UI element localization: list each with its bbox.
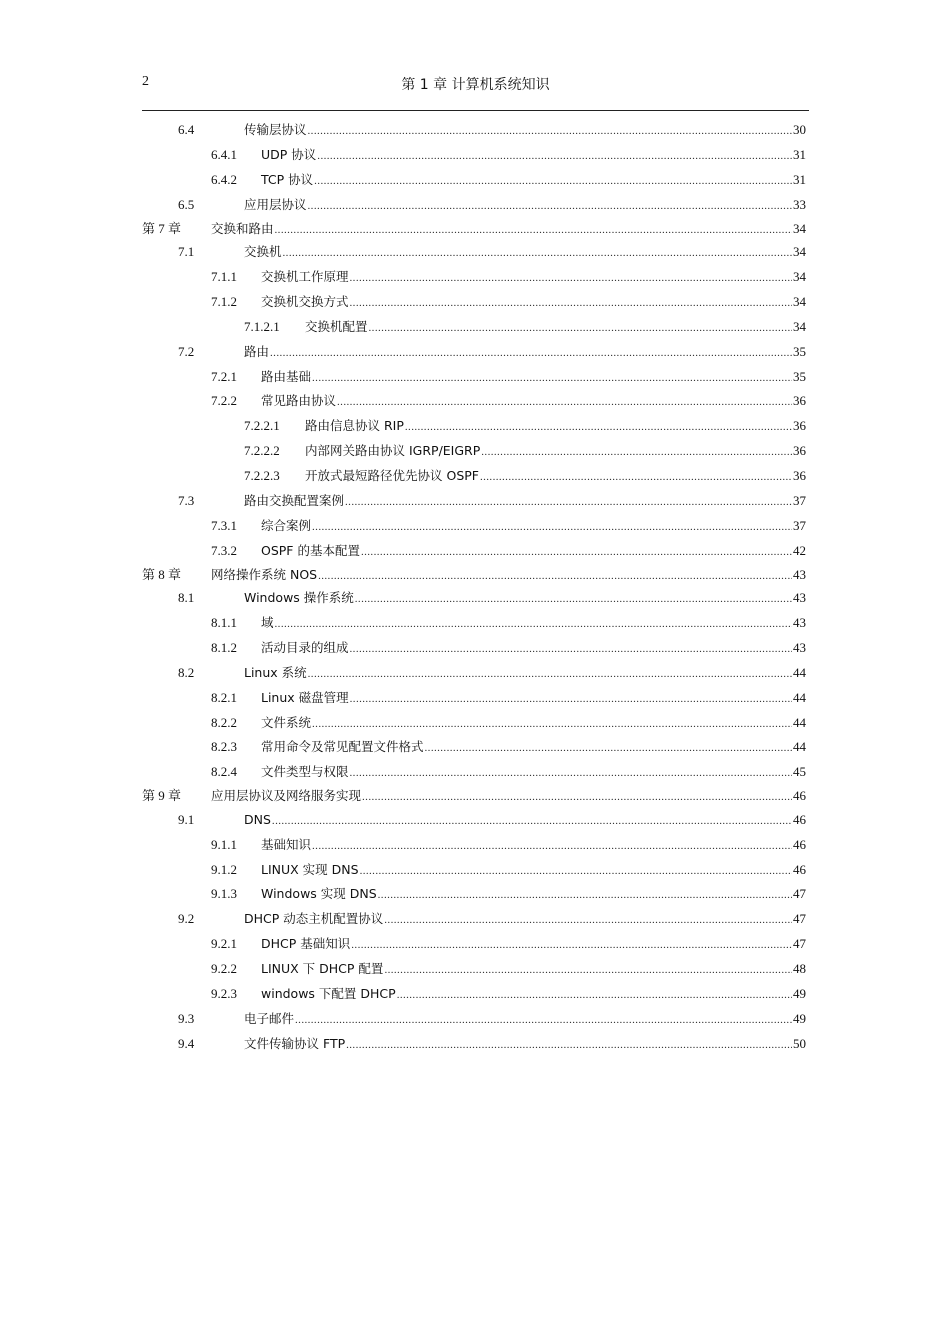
toc-entry-number: 9.2.2 xyxy=(211,961,237,977)
toc-entry xyxy=(142,118,806,143)
toc-entry-title: 开放式最短路径优先协议 OSPF xyxy=(305,468,479,484)
dot-leader xyxy=(361,540,792,565)
toc-entry xyxy=(142,957,806,982)
toc-entry-number: 8.2.2 xyxy=(211,714,237,730)
toc-entry-title: 电子邮件 xyxy=(244,1010,295,1026)
toc-entry xyxy=(142,414,806,439)
toc-entry-number: 8.2.4 xyxy=(211,764,237,780)
toc-entry-title: Windows 实现 DNS xyxy=(261,886,377,902)
toc-entry xyxy=(142,143,806,168)
dot-leader xyxy=(362,786,792,809)
toc-entry-page: 36 xyxy=(793,443,806,459)
toc-entry-number: 9.1.1 xyxy=(211,836,237,852)
running-chapter-title: 第 1 章 计算机系统知识 xyxy=(401,77,550,93)
toc-entry-title: windows 下配置 DHCP xyxy=(261,986,396,1001)
toc-entry-page: 44 xyxy=(793,714,806,730)
toc-entry-number: 6.4 xyxy=(178,122,195,137)
dot-leader xyxy=(345,490,792,515)
toc-entry-title: LINUX 实现 DNS xyxy=(261,861,359,877)
toc-entry-title: 路由 xyxy=(244,343,270,359)
toc-entry-page: 34 xyxy=(793,268,806,284)
dot-leader xyxy=(337,390,792,415)
toc-entry-number: 7.2.2 xyxy=(211,393,237,409)
toc-entry-page: 47 xyxy=(793,936,806,952)
toc-entry-page: 37 xyxy=(793,492,806,508)
toc-entry-title: DHCP 动态主机配置协议 xyxy=(244,911,384,927)
toc-entry-number: 6.4.2 xyxy=(211,171,237,187)
toc-entry-title: 文件类型与权限 xyxy=(261,764,349,780)
toc-entry-page: 34 xyxy=(793,318,806,334)
toc-entry-title: 路由交换配置案例 xyxy=(244,492,345,508)
toc-entry xyxy=(142,168,806,193)
toc-entry-number: 9.3 xyxy=(178,1010,195,1026)
toc-entry-title: 基础知识 xyxy=(261,836,312,852)
toc-entry-number: 6.4.1 xyxy=(211,146,237,162)
dot-leader xyxy=(318,565,792,588)
toc-entry xyxy=(142,265,806,290)
toc-entry-page: 50 xyxy=(793,1035,806,1051)
toc-entry xyxy=(142,808,806,833)
dot-leader xyxy=(350,687,792,712)
toc-entry-number: 8.2.1 xyxy=(211,689,237,705)
dot-leader xyxy=(312,515,792,540)
toc-entry-page: 34 xyxy=(793,293,806,309)
toc-entry-number: 7.1 xyxy=(178,244,195,260)
toc-entry-number: 8.1.2 xyxy=(211,639,237,655)
toc-entry-page: 45 xyxy=(793,764,806,780)
toc-entry-title: DNS xyxy=(244,811,271,827)
toc-entry-title: TCP 协议 xyxy=(261,171,314,187)
toc-entry-page: 34 xyxy=(793,220,806,236)
toc-entry-number: 7.2.2.2 xyxy=(244,443,280,459)
toc-entry xyxy=(142,661,806,686)
toc-entry xyxy=(142,982,806,1007)
dot-leader xyxy=(272,809,792,834)
dot-leader xyxy=(350,761,792,786)
toc-entry-number: 6.5 xyxy=(178,196,195,212)
toc-entry-title: 交换机配置 xyxy=(305,318,368,334)
dot-leader xyxy=(384,908,792,933)
toc-entry-page: 46 xyxy=(793,836,806,852)
dot-leader xyxy=(308,194,792,219)
dot-leader xyxy=(308,119,792,144)
toc-entry-page: 31 xyxy=(793,146,806,162)
toc-chapter-entry xyxy=(142,564,806,587)
dot-leader xyxy=(308,662,792,687)
header-rule xyxy=(142,110,809,111)
dot-leader xyxy=(275,219,792,242)
toc-entry xyxy=(142,439,806,464)
toc-entry xyxy=(142,389,806,414)
toc-entry-title: 内部网关路由协议 IGRP/EIGRP xyxy=(305,443,481,459)
toc-entry-page: 44 xyxy=(793,689,806,705)
toc-entry-title: 文件系统 xyxy=(261,714,312,730)
toc-entry xyxy=(142,636,806,661)
dot-leader xyxy=(312,834,792,859)
toc-entry xyxy=(142,193,806,218)
toc-entry-title: 网络操作系统 NOS xyxy=(211,566,318,582)
toc-entry-title: 综合案例 xyxy=(261,517,312,533)
toc-entry-number: 7.1.1 xyxy=(211,268,237,284)
toc-entry xyxy=(142,711,806,736)
toc-entry-page: 47 xyxy=(793,886,806,902)
toc-entry xyxy=(142,686,806,711)
toc-entry-title: 应用层协议 xyxy=(244,196,307,212)
dot-leader xyxy=(480,465,792,490)
toc-entry xyxy=(142,611,806,636)
toc-entry-number: 8.1.1 xyxy=(211,615,237,631)
toc-entry-title: 交换机交换方式 xyxy=(261,293,349,309)
toc-entry-page: 47 xyxy=(793,911,806,927)
toc-entry xyxy=(142,586,806,611)
toc-entry-number: 8.1 xyxy=(178,590,195,606)
toc-entry-number: 9.2.3 xyxy=(211,986,237,1001)
toc-entry-number: 9.2 xyxy=(178,911,195,927)
toc-entry-title: 交换机工作原理 xyxy=(261,268,349,284)
toc-chapter-entry xyxy=(142,785,806,808)
toc-entry-number: 7.2 xyxy=(178,343,195,359)
dot-leader xyxy=(312,366,792,391)
toc-entry-title: 路由基础 xyxy=(261,368,312,384)
toc-entry-page: 49 xyxy=(793,1010,806,1026)
toc-entry-page: 46 xyxy=(793,811,806,827)
toc-entry xyxy=(142,240,806,265)
toc-entry-title: 常见路由协议 xyxy=(261,393,337,409)
toc-entry-page: 35 xyxy=(793,343,806,359)
toc-chapter-entry xyxy=(142,218,806,241)
toc-entry-number: 第 9 章 xyxy=(142,788,182,804)
toc-entry-page: 43 xyxy=(793,639,806,655)
toc-entry-title: 文件传输协议 FTP xyxy=(244,1035,346,1051)
toc-entry-title: 路由信息协议 RIP xyxy=(305,418,404,434)
toc-entry-number: 9.1.3 xyxy=(211,886,237,902)
toc-entry-number: 7.3.1 xyxy=(211,517,237,533)
toc-entry-number: 7.1.2.1 xyxy=(244,318,280,334)
toc-entry xyxy=(142,760,806,785)
toc-entry-page: 46 xyxy=(793,861,806,877)
toc-entry xyxy=(142,858,806,883)
toc-entry-number: 7.2.2.1 xyxy=(244,418,280,434)
toc-entry xyxy=(142,340,806,365)
toc-entry-page: 46 xyxy=(793,788,806,804)
toc-entry-page: 43 xyxy=(793,566,806,582)
dot-leader xyxy=(350,637,792,662)
toc-entry-number: 第 8 章 xyxy=(142,566,182,582)
toc-entry-title: 交换机 xyxy=(244,244,282,260)
toc-entry-page: 37 xyxy=(793,517,806,533)
toc-entry-page: 44 xyxy=(793,664,806,680)
toc-entry xyxy=(142,1007,806,1032)
dot-leader xyxy=(314,169,792,194)
toc-entry-number: 7.2.2.3 xyxy=(244,468,280,484)
toc-entry-title: Linux 系统 xyxy=(244,664,307,680)
toc-entry xyxy=(142,932,806,957)
toc-entry-number: 8.2.3 xyxy=(211,739,237,755)
dot-leader xyxy=(283,241,792,266)
toc-entry-number: 第 7 章 xyxy=(142,220,182,236)
toc-entry xyxy=(142,290,806,315)
toc-entry xyxy=(142,464,806,489)
toc-entry xyxy=(142,833,806,858)
toc-entry-title: 传输层协议 xyxy=(244,122,307,137)
toc-entry-page: 30 xyxy=(793,122,806,137)
toc-entry-page: 42 xyxy=(793,542,806,558)
dot-leader xyxy=(346,1033,792,1058)
dot-leader xyxy=(270,341,792,366)
toc-entry-title: DHCP 基础知识 xyxy=(261,936,351,952)
dot-leader xyxy=(378,883,792,908)
toc-entry-title: UDP 协议 xyxy=(261,146,317,162)
toc-entry-page: 31 xyxy=(793,171,806,187)
toc-entry-page: 33 xyxy=(793,196,806,212)
dot-leader xyxy=(405,415,792,440)
toc-entry-number: 7.1.2 xyxy=(211,293,237,309)
toc-entry-title: Linux 磁盘管理 xyxy=(261,689,349,705)
table-of-contents xyxy=(142,118,806,1057)
toc-entry-page: 34 xyxy=(793,244,806,260)
toc-entry-title: LINUX 下 DHCP 配置 xyxy=(261,961,384,977)
toc-entry-number: 7.3.2 xyxy=(211,542,237,558)
dot-leader xyxy=(425,736,792,761)
dot-leader xyxy=(275,612,792,637)
toc-entry-number: 9.2.1 xyxy=(211,936,237,952)
toc-entry-number: 9.1.2 xyxy=(211,861,237,877)
dot-leader xyxy=(312,712,792,737)
toc-entry xyxy=(142,1032,806,1057)
toc-entry-title: 交换和路由 xyxy=(211,220,274,236)
toc-entry xyxy=(142,365,806,390)
toc-entry-page: 43 xyxy=(793,590,806,606)
dot-leader xyxy=(317,144,792,169)
toc-entry-number: 9.4 xyxy=(178,1035,195,1051)
dot-leader xyxy=(397,983,792,1008)
toc-entry-page: 49 xyxy=(793,986,806,1001)
toc-entry xyxy=(142,514,806,539)
toc-entry-page: 35 xyxy=(793,368,806,384)
toc-entry-title: OSPF 的基本配置 xyxy=(261,542,360,558)
dot-leader xyxy=(360,859,792,884)
dot-leader xyxy=(295,1008,792,1033)
dot-leader xyxy=(369,316,792,341)
toc-entry-page: 36 xyxy=(793,418,806,434)
toc-entry-page: 48 xyxy=(793,961,806,977)
dot-leader xyxy=(350,291,792,316)
dot-leader xyxy=(351,933,792,958)
toc-entry-number: 7.3 xyxy=(178,492,195,508)
toc-entry-title: 活动目录的组成 xyxy=(261,639,349,655)
toc-entry-number: 9.1 xyxy=(178,811,195,827)
toc-entry-number: 8.2 xyxy=(178,664,195,680)
toc-entry-page: 36 xyxy=(793,468,806,484)
toc-entry-title: 常用命令及常见配置文件格式 xyxy=(261,739,424,755)
toc-entry-page: 44 xyxy=(793,739,806,755)
page-header xyxy=(142,74,809,94)
toc-entry xyxy=(142,735,806,760)
toc-entry xyxy=(142,907,806,932)
toc-entry xyxy=(142,489,806,514)
toc-entry-page: 36 xyxy=(793,393,806,409)
toc-entry-page: 43 xyxy=(793,615,806,631)
toc-entry-title: Windows 操作系统 xyxy=(244,590,354,606)
dot-leader xyxy=(384,958,792,983)
page-number: 2 xyxy=(142,74,149,89)
toc-entry xyxy=(142,539,806,564)
dot-leader xyxy=(481,440,792,465)
dot-leader xyxy=(350,266,792,291)
toc-entry-number: 7.2.1 xyxy=(211,368,237,384)
toc-entry xyxy=(142,315,806,340)
dot-leader xyxy=(355,587,792,612)
toc-entry xyxy=(142,882,806,907)
toc-entry-title: 域 xyxy=(261,615,274,631)
toc-entry-title: 应用层协议及网络服务实现 xyxy=(211,788,362,804)
